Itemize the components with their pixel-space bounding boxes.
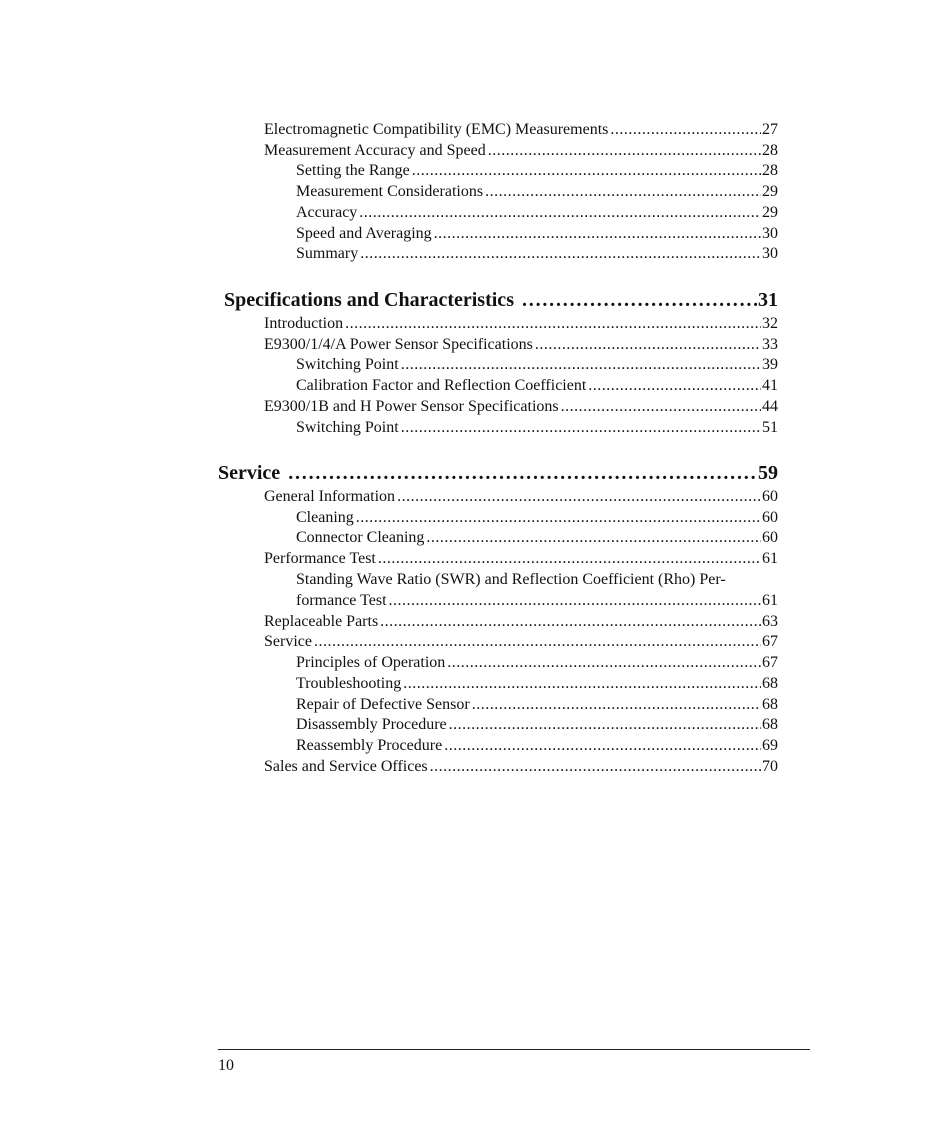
toc-entry[interactable] — [296, 224, 778, 244]
toc-entry[interactable] — [296, 736, 778, 756]
dot-leader — [380, 612, 761, 632]
dot-leader — [359, 203, 761, 223]
toc-entry[interactable] — [264, 335, 778, 355]
dot-leader — [434, 224, 761, 244]
dot-leader — [488, 141, 761, 161]
toc-entry[interactable] — [296, 161, 778, 181]
toc-entry-page: 69 — [762, 737, 778, 754]
toc-entry-title: Principles of Operation — [296, 654, 446, 671]
toc-entry-title: Cleaning — [296, 509, 354, 526]
dot-leader — [426, 528, 761, 548]
toc-entry[interactable] — [296, 182, 778, 202]
dot-leader — [561, 397, 761, 417]
dot-leader — [522, 288, 757, 312]
toc-entry-title: Performance Test — [264, 550, 376, 567]
dot-leader — [449, 715, 761, 735]
toc-entry-page: 27 — [762, 121, 778, 138]
toc-entry[interactable] — [296, 376, 778, 396]
toc-entry-page: 60 — [762, 509, 778, 526]
dot-leader — [389, 591, 761, 611]
toc-entry-page: 39 — [762, 356, 778, 373]
toc-entry-page: 61 — [762, 550, 778, 567]
toc-entry-title: Measurement Considerations — [296, 183, 484, 200]
toc-entry-title: Switching Point — [296, 356, 399, 373]
toc-entry[interactable] — [264, 487, 778, 507]
toc-entry[interactable] — [296, 508, 778, 528]
toc-entry-title: Reassembly Procedure — [296, 737, 443, 754]
toc-entry-title: Electromagnetic Compatibility (EMC) Measurements — [264, 121, 609, 138]
toc-entry[interactable] — [264, 314, 778, 334]
toc-entry-page: 67 — [762, 654, 778, 671]
toc-entry-page: 60 — [762, 529, 778, 546]
toc-entry-page: 68 — [762, 716, 778, 733]
toc-section-heading[interactable] — [218, 461, 778, 485]
dot-leader — [444, 736, 761, 756]
toc-entry-title: Connector Cleaning — [296, 529, 425, 546]
toc-entry-page: 68 — [762, 696, 778, 713]
toc-entry-page: 30 — [762, 225, 778, 242]
toc-entry[interactable] — [264, 397, 778, 417]
dot-leader — [345, 314, 761, 334]
toc-entry-page: 60 — [762, 488, 778, 505]
toc-entry-title-line2: formance Test — [296, 592, 387, 609]
toc-entry-page: 68 — [762, 675, 778, 692]
toc-entry-title: Setting the Range — [296, 162, 410, 179]
toc-entry-page: 67 — [762, 633, 778, 650]
toc-entry[interactable] — [296, 418, 778, 438]
toc-entry-title: Switching Point — [296, 419, 399, 436]
toc-entry[interactable] — [264, 612, 778, 632]
toc-entry-title: Speed and Averaging — [296, 225, 432, 242]
toc-entry-page: 28 — [762, 162, 778, 179]
toc-entry[interactable] — [296, 674, 778, 694]
toc-entry[interactable] — [296, 355, 778, 375]
toc-entry-page: 63 — [762, 613, 778, 630]
toc-entry-title: Calibration Factor and Reflection Coefficient — [296, 377, 587, 394]
toc-entry-title: Accuracy — [296, 204, 358, 221]
toc-entry-title: Replaceable Parts — [264, 613, 379, 630]
toc-entry-page: 44 — [762, 398, 778, 415]
dot-leader — [401, 418, 761, 438]
toc-entry-page: 29 — [762, 183, 778, 200]
toc-entry[interactable] — [296, 653, 778, 673]
toc-entry-page: 41 — [762, 377, 778, 394]
footer-rule — [218, 1049, 810, 1050]
dot-leader — [485, 182, 761, 202]
toc-entry[interactable] — [296, 695, 778, 715]
toc-entry-title: Repair of Defective Sensor — [296, 696, 470, 713]
dot-leader — [588, 376, 761, 396]
toc-entry[interactable] — [296, 715, 778, 735]
toc-entry[interactable] — [264, 757, 778, 777]
toc-entry-title: E9300/1B and H Power Sensor Specifications — [264, 398, 559, 415]
toc-entry-title: Introduction — [264, 315, 344, 332]
toc-entry-page: 28 — [762, 142, 778, 159]
toc-entry-page: 70 — [762, 758, 778, 775]
dot-leader — [610, 120, 761, 140]
toc-entry[interactable] — [264, 632, 778, 652]
toc-entry[interactable] — [296, 528, 778, 548]
toc-section-title: Service — [218, 462, 281, 484]
toc-entry-page: 32 — [762, 315, 778, 332]
toc-entry-page: 30 — [762, 245, 778, 262]
toc-entry-title: General Information — [264, 488, 396, 505]
toc-entry-title-line1[interactable]: Standing Wave Ratio (SWR) and Reflection Coefficient (Rho) Per- — [296, 571, 726, 588]
toc-section-heading[interactable] — [224, 288, 778, 312]
toc-entry[interactable] — [296, 203, 778, 223]
page-number: 10 — [218, 1057, 234, 1074]
toc-section-title: Specifications and Characteristics — [224, 289, 514, 311]
toc-entry[interactable] — [296, 244, 778, 264]
toc-entry-title: Troubleshooting — [296, 675, 402, 692]
dot-leader — [447, 653, 761, 673]
toc-entry[interactable] — [264, 549, 778, 569]
dot-leader — [535, 335, 761, 355]
toc-entry-title: E9300/1/4/A Power Sensor Specifications — [264, 336, 533, 353]
dot-leader — [430, 757, 761, 777]
toc-entry-page: 61 — [762, 592, 778, 609]
toc-entry-title: Sales and Service Offices — [264, 758, 428, 775]
toc-entry-title: Disassembly Procedure — [296, 716, 447, 733]
toc-entry-title: Measurement Accuracy and Speed — [264, 142, 486, 159]
dot-leader — [401, 355, 761, 375]
toc-entry-title: Summary — [296, 245, 359, 262]
toc-section-page: 31 — [758, 289, 778, 311]
toc-entry[interactable] — [264, 141, 778, 161]
toc-entry-page: 29 — [762, 204, 778, 221]
toc-entry-title: Service — [264, 633, 312, 650]
dot-leader — [356, 508, 761, 528]
dot-leader — [314, 632, 761, 652]
dot-leader — [288, 461, 757, 485]
dot-leader — [472, 695, 761, 715]
toc-entry-page: 51 — [762, 419, 778, 436]
toc-section-page: 59 — [758, 462, 778, 484]
toc-entry[interactable] — [264, 120, 778, 140]
dot-leader — [403, 674, 761, 694]
dot-leader — [412, 161, 761, 181]
dot-leader — [378, 549, 761, 569]
toc-entry[interactable] — [296, 591, 778, 611]
toc-entry-page: 33 — [762, 336, 778, 353]
dot-leader — [360, 244, 761, 264]
dot-leader — [397, 487, 761, 507]
